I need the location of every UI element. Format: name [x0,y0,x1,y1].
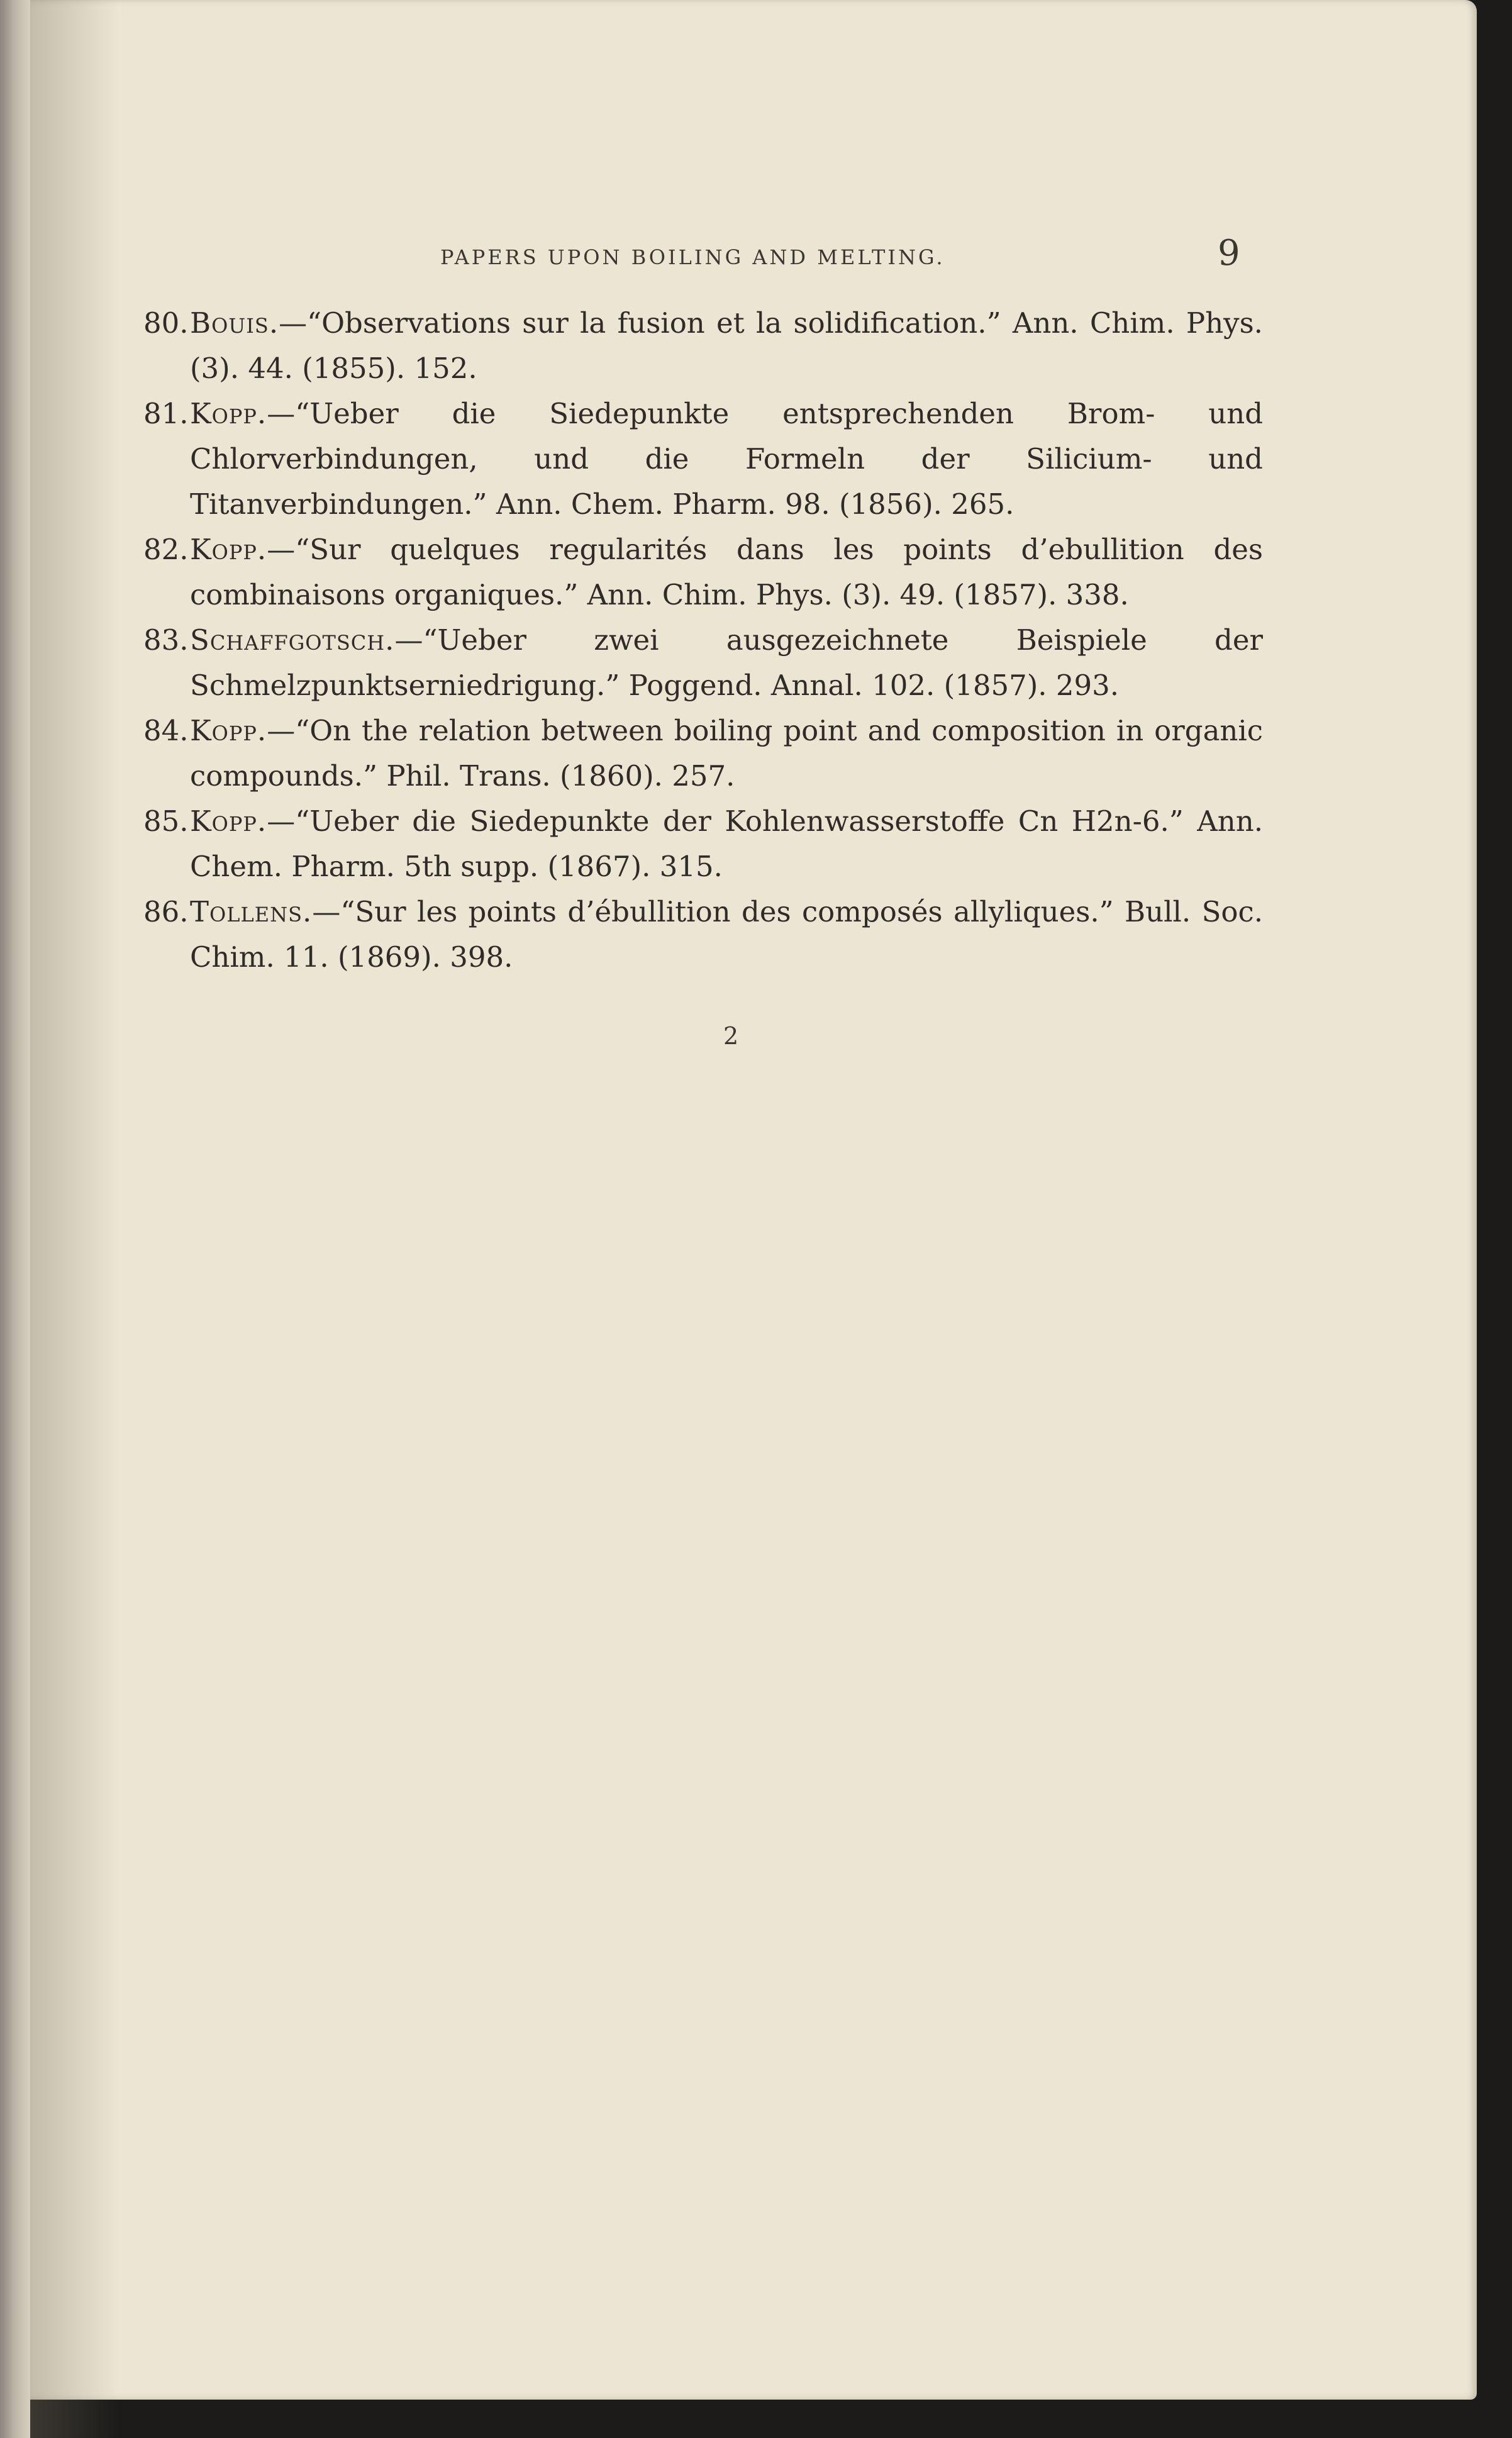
reference-text: —“Observations sur la fusion et la solidification.” Ann. Chim. Phys. (3). 44. (1855). 152. [190,306,1263,385]
reference-number: 86. [143,895,189,928]
reference-text: —“Sur quelques regularités dans les points d’ebullition des combinaisons organiques.” Ann. Chim. Phys. (3). 49. (1857). 338. [190,533,1263,611]
reference-author: Kopp. [190,714,267,747]
reference-list [143,301,1263,980]
reference-text: —“On the relation between boiling point and composition in organic compounds.” Phil. Trans. (1860). 257. [190,714,1263,793]
reference-body [190,799,1263,889]
reference-item [143,301,1263,391]
reference-number: 81. [143,397,189,430]
reference-number: 85. [143,804,189,838]
reference-item [143,618,1263,708]
reference-item [143,889,1263,980]
reference-text: —“Ueber die Siedepunkte entsprechenden Brom- und Chlorverbindungen, und die Formeln der Silicium- und Titanverbindungen.” Ann. Chem. Pharm. 98. (1856). 265. [190,397,1263,521]
reference-item [143,527,1263,618]
reference-item [143,799,1263,889]
running-header [30,233,1477,274]
reference-text: —“Sur les points d’ébullition des composés allyliques.” Bull. Soc. Chim. 11. (1869). 398. [190,895,1263,974]
reference-number: 82. [143,533,189,566]
page-number: 9 [1218,233,1240,274]
reference-item [143,391,1263,527]
reference-body [190,391,1263,527]
reference-number: 80. [143,306,189,340]
reference-author: Schaffgotsch. [190,623,395,657]
reference-body [190,708,1263,799]
reference-body [190,301,1263,391]
reference-body [190,889,1263,980]
reference-body [190,527,1263,618]
reference-author: Kopp. [190,804,267,838]
reference-author: Bouis. [190,306,279,340]
page [30,0,1477,2400]
reference-number: 84. [143,714,189,747]
reference-author: Kopp. [190,397,267,430]
reference-author: Tollens. [190,895,313,928]
reference-number: 83. [143,623,189,657]
reference-body [190,618,1263,708]
facing-page-edge [0,0,30,2438]
page-bottom-edge [30,2400,1477,2438]
signature-mark: 2 [723,1022,739,1050]
reference-item [143,708,1263,799]
reference-author: Kopp. [190,533,267,566]
running-title: PAPERS UPON BOILING AND MELTING. [440,245,945,269]
reference-text: —“Ueber zwei ausgezeichnete Beispiele der Schmelzpunktserniedrigung.” Poggend. Annal. 102. (1857). 293. [190,623,1263,702]
reference-text: —“Ueber die Siedepunkte der Kohlenwasserstoffe Cn H2n-6.” Ann. Chem. Pharm. 5th supp. (1867). 315. [190,804,1263,883]
